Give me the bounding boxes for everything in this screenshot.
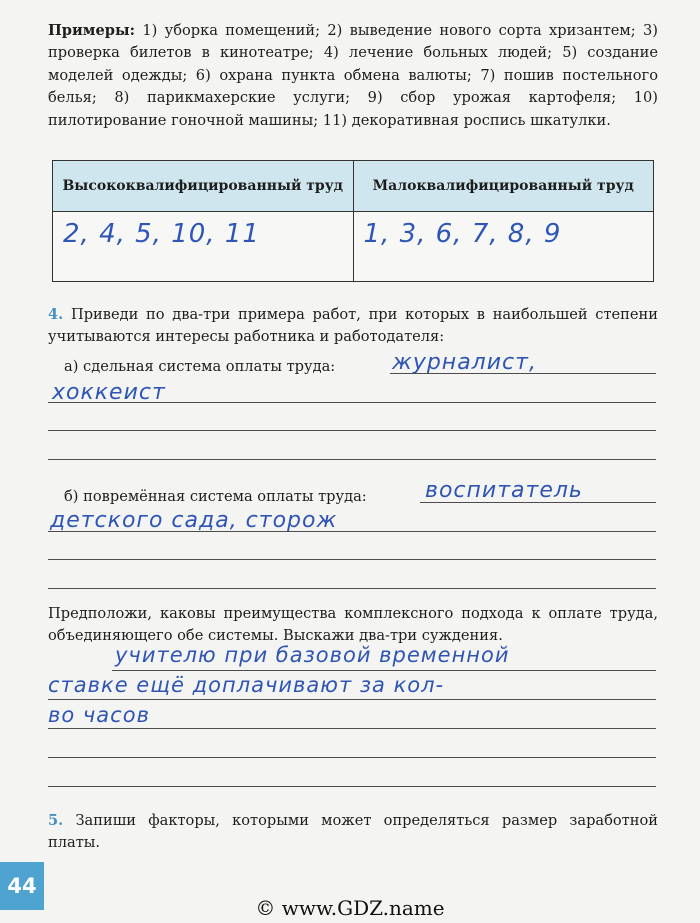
site-footer: © www.GDZ.name: [255, 896, 445, 920]
high-skill-header: Высококвалифицированный труд: [53, 161, 354, 212]
suppose-answer-1: учителю при базовой временной: [115, 643, 510, 667]
task4-b-label: б) повремённая система оплаты труда:: [64, 488, 367, 505]
low-skill-answer-cell[interactable]: [353, 212, 654, 282]
suppose-answer-3: во часов: [48, 703, 150, 727]
examples-paragraph: [48, 20, 658, 132]
answer-line: [48, 588, 656, 589]
suppose-text: Предположи, каковы преимущества комплексного подхода к оплате труда, объединяющего обе системы. Выскажи два-три суждения.: [48, 605, 658, 645]
answer-line: [390, 373, 656, 374]
task4-b-answer-1: воспитатель: [425, 478, 583, 503]
task5-text: Запиши факторы, которыми может определяться размер заработной платы.: [48, 812, 658, 852]
low-skill-header: Малоквалифицированный труд: [353, 161, 654, 212]
task4-a-answer-1: журналист,: [392, 350, 537, 375]
answer-line: [112, 670, 656, 671]
answer-line: [48, 559, 656, 560]
suppose-answer-2: ставке ещё доплачивают за кол-: [48, 673, 445, 697]
task4-paragraph: [48, 304, 658, 349]
answer-line: [48, 402, 656, 403]
answer-line: [48, 459, 656, 460]
page-number: 44: [0, 862, 44, 910]
high-skill-answer: 2, 4, 5, 10, 11: [63, 219, 260, 249]
high-skill-answer-cell[interactable]: [53, 212, 354, 282]
examples-text: 1) уборка помещений; 2) выведение нового сорта хризантем; 3) проверка билетов в кинотеатре; 4) лечение больных людей; 5) создание моделей одежды; 6) охрана пункта обмена валюты; 7) пошив постельного белья; 8) парикмахерские услуги; 9) сбор урожая картофеля; 10) пилотирование гоночной машины; 11) декоративная роспись шкатулки.: [48, 22, 658, 129]
task5-number: 5.: [48, 812, 64, 829]
answer-line: [420, 502, 656, 503]
task4-b-answer-2: детского сада, сторож: [50, 508, 338, 533]
answer-line: [48, 430, 656, 431]
task4-a-answer-2: хоккеист: [52, 380, 166, 405]
task4-a-label: а) сдельная система оплаты труда:: [64, 358, 336, 375]
examples-label: Примеры:: [48, 22, 135, 39]
answer-line: [48, 728, 656, 729]
low-skill-answer: 1, 3, 6, 7, 8, 9: [363, 219, 562, 249]
answer-line: [48, 531, 656, 532]
answer-line: [48, 757, 656, 758]
task4-number: 4.: [48, 306, 64, 323]
task5-paragraph: [48, 810, 658, 855]
task4-text: Приведи по два-три примера работ, при которых в наибольшей степени учитываются интересы работника и работодателя:: [48, 306, 658, 346]
answer-line: [48, 786, 656, 787]
answer-line: [48, 699, 656, 700]
labor-table: [52, 160, 654, 282]
